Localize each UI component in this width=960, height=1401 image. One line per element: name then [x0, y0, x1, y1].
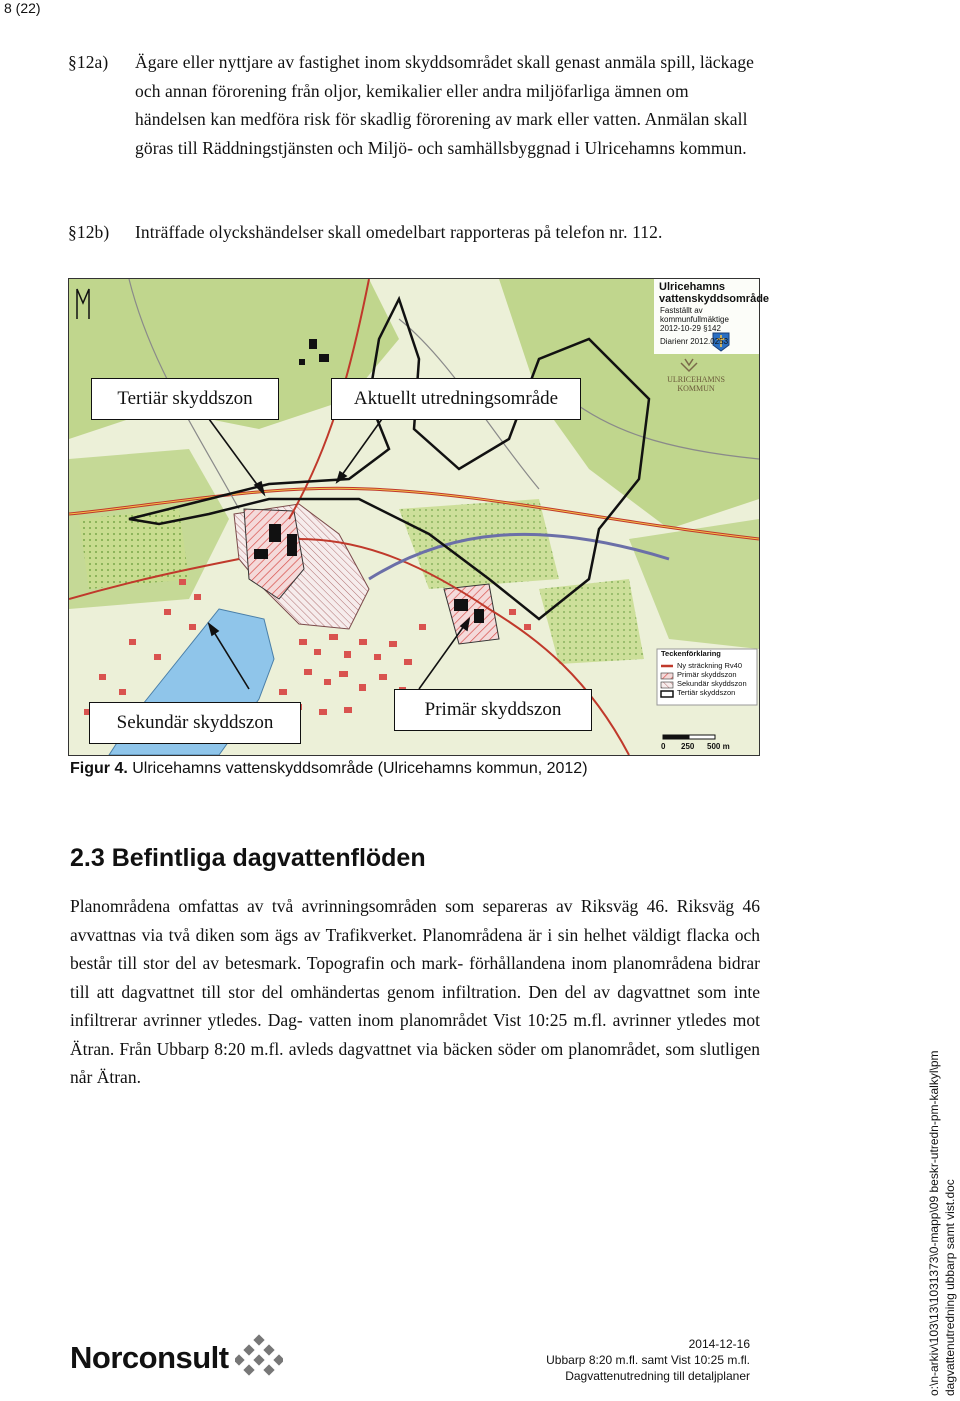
figure-text: Ulricehamns vattenskyddsområde (Ulricehamns kommun, 2012): [132, 760, 588, 777]
legend-item-road: Ny sträckning Rv40: [677, 661, 743, 670]
norconsult-logo: [70, 1334, 283, 1382]
callout-tertiar: Tertiär skyddszon: [91, 378, 279, 420]
legend-item-tertiary: Tertiär skyddszon: [677, 688, 736, 697]
file-path-line2: dagvattenutredning ubbarp samt vist.doc: [943, 1179, 957, 1396]
legend-item-secondary: Sekundär skyddszon: [677, 679, 747, 688]
figure-label: Figur 4.: [70, 760, 128, 777]
body-paragraph-text: Planområdena omfattas av två avrinningsområden som separeras av Riksväg 46. Riksväg 46 avvattnas via två diken som ägs av Trafikverket. Planområdena är i sin helhet väldigt flacka och består till stor del av betesmark. Topografin och mark- förhållandena inom planområdena bidrar till att dagvattnet till stor del omhändertas genom infiltration. Den del av dagvattnet som inte infiltrerar avrinner ytledes. Dag- vatten inom planområdet Vist 10:25 m.fl. avrinner ytledes mot Ätran. Från Ubbarp 8:20 m.fl. avleds dagvattnet via bäcken söder om planområdet, som slutligen når Ätran.: [70, 896, 760, 1087]
scale-bar: [663, 735, 715, 739]
legend-title: Teckenförklaring: [661, 649, 721, 658]
file-path-line1: o:\n-arkiv\103\13\1031373\0-mapp\09 beskr-utredn-pm-kalkyl\pm: [927, 1050, 941, 1396]
scale-label-0: 0: [661, 742, 666, 751]
section-12b-text: Inträffade olyckshändelser skall omedelbart rapporteras på telefon nr. 112.: [135, 222, 663, 242]
map-title-line2: vattenskyddsområde: [659, 293, 770, 305]
norconsult-mark-icon: [235, 1334, 283, 1382]
map-fastst-3: 2012-10-29 §142: [660, 324, 721, 333]
figure-caption: [70, 760, 588, 778]
scale-label-500: 500 m: [707, 742, 730, 751]
page-number: 8 (22): [4, 0, 41, 16]
map-diarienr: Diarienr 2012.0253: [660, 337, 729, 346]
section-heading: 2.3 Befintliga dagvattenflöden: [70, 844, 426, 872]
legend-swatch-secondary: [661, 682, 673, 688]
protection-area-map: [68, 278, 770, 756]
logo-wordmark: Norconsult: [70, 1340, 229, 1375]
footer-doc-title: Dagvattenutredning till detaljplaner: [565, 1369, 750, 1383]
callout-aktuellt: Aktuellt utredningsområde: [331, 378, 581, 420]
legend-swatch-tertiary: [661, 691, 673, 697]
section-12a-mark: §12a): [68, 52, 109, 72]
map-title-line1: Ulricehamns: [659, 281, 726, 293]
body-paragraph: [70, 892, 760, 1092]
map-kommun-1: ULRICEHAMNS: [667, 375, 725, 384]
map-fastst-2: kommunfullmäktige: [660, 315, 729, 324]
footer-project: Ubbarp 8:20 m.fl. samt Vist 10:25 m.fl.: [546, 1353, 750, 1367]
legend-swatch-primary: [661, 673, 673, 679]
footer-date: 2014-12-16: [688, 1337, 750, 1351]
callout-primar: Primär skyddszon: [394, 689, 592, 731]
legend-item-primary: Primär skyddszon: [677, 670, 737, 679]
map-graphic: [69, 279, 759, 755]
map-kommun-2: KOMMUN: [677, 384, 715, 393]
scale-label-250: 250: [681, 742, 695, 751]
callout-sekundar: Sekundär skyddszon: [89, 702, 301, 744]
map-fastst-1: Fastställt av: [660, 306, 703, 315]
section-12b-mark: §12b): [68, 222, 110, 242]
section-12a-text: Ägare eller nyttjare av fastighet inom skyddsområdet skall genast anmäla spill, läckage och annan förorening från oljor, kemikalier eller andra miljöfarliga ämnen om händelsen kan medföra risk för skadlig förorening av mark eller vatten. Anmälan skall göras till Räddningstjänsten och Miljö- och samhällsbyggnad i Ulricehamns kommun.: [135, 52, 755, 158]
